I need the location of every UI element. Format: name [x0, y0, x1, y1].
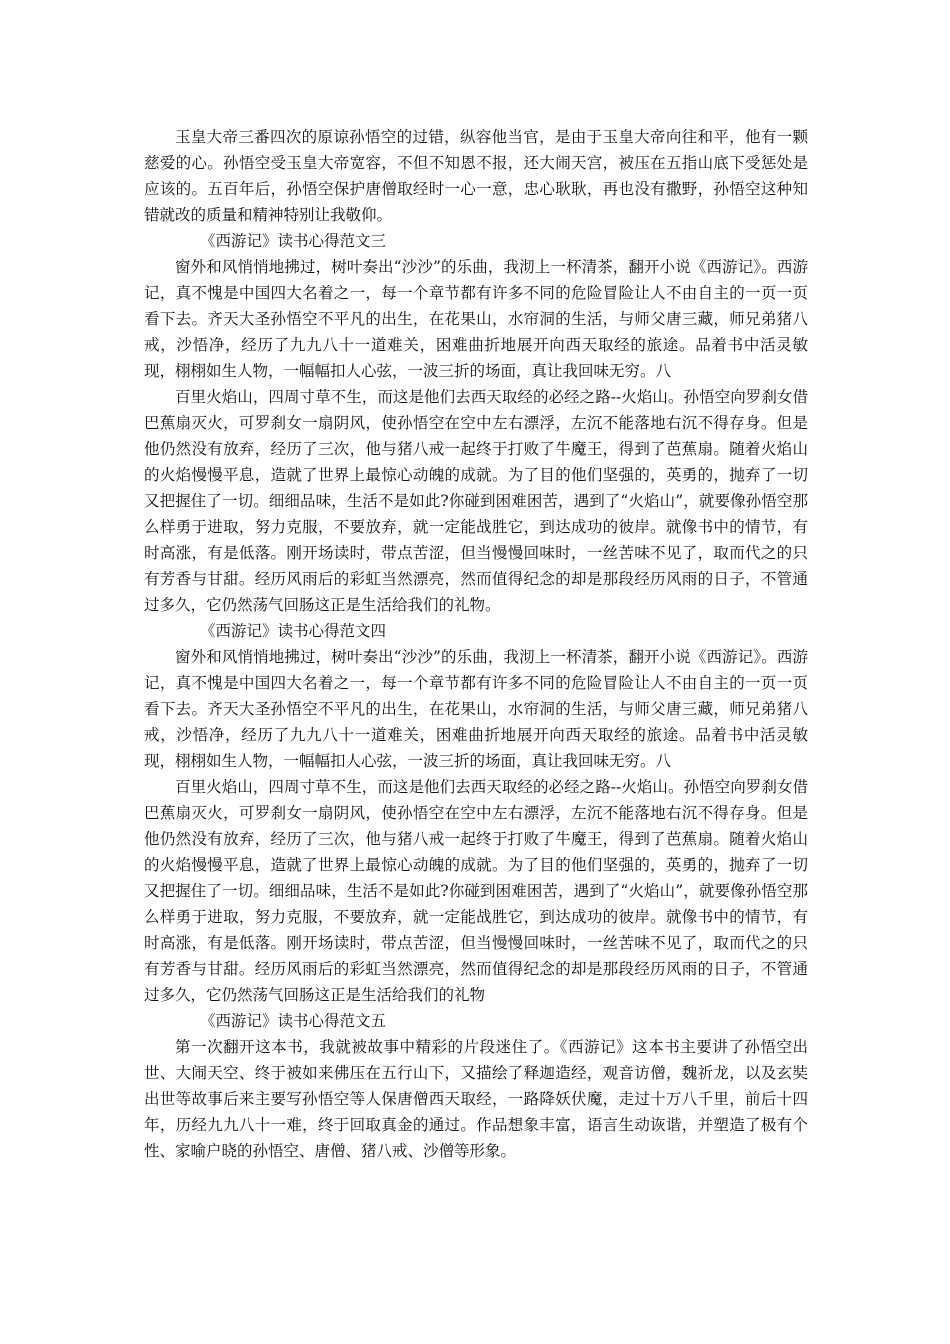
section-heading: 《西游记》读书心得范文五 — [200, 1012, 387, 1030]
paragraph: 第一次翻开这本书，我就被故事中精彩的片段迷住了。《西游记》这本书主要讲了孙悟空出世、大闹天空、终于被如来佛压在五行山下，又描绘了释迦造经，观音访僧，魏祈龙，以及玄奘出世等故事后来主要写孙悟空等人保唐僧西天取经，一路降妖伏魔，走过十万八千里，前后十四年，历经九九八十一难，终于回取真金的通过。作品想象丰富，语言生动诙谐，并塑造了极有个性、家喻户晓的孙悟空、唐僧、猪八戒、沙僧等形象。 — [144, 1038, 808, 1160]
paragraph: 百里火焰山，四周寸草不生，而这是他们去西天取经的必经之路--火焰山。孙悟空向罗刹女借巴蕉扇灭火，可罗刹女一扇阴风，使孙悟空在空中左右漂浮，左沉不能落地右沉不得存身。但是他仍然没有放弃，经历了三次，他与猪八戒一起终于打败了牛魔王，得到了芭蕉扇。随着火焰山的火焰慢慢平息，造就了世界上最惊心动魄的成就。为了目的他们坚强的，英勇的，抛弃了一切又把握住了一切。细细品味，生活不是如此?你碰到困难困苦，遇到了“火焰山”，就要像孙悟空那么样勇于进取，努力克服，不要放弃，就一定能战胜它，到达成功的彼岸。就像书中的情节，有时高涨，有是低落。刚开场读时，带点苦涩，但当慢慢回味时，一丝苦味不见了，取而代之的只有芳香与甘甜。经历风雨后的彩虹当然漂亮，然而值得纪念的却是那段经历风雨的日子，不管通过多久，它仍然荡气回肠这正是生活给我们的礼物。 — [144, 388, 808, 614]
paragraph: 玉皇大帝三番四次的原谅孙悟空的过错，纵容他当官，是由于玉皇大帝向往和平，他有一颗慈爱的心。孙悟空受玉皇大帝宽容，不但不知恩不报，还大闹天宫，被压在五指山底下受惩处是应该的。五百年后，孙悟空保护唐僧取经时一心一意，忠心耿耿，再也没有撒野，孙悟空这种知错就改的质量和精神特别让我敬仰。 — [144, 128, 808, 224]
document-body — [144, 124, 808, 1164]
paragraph: 窗外和风悄悄地拂过，树叶奏出“沙沙”的乐曲，我沏上一杯清茶，翻开小说《西游记》。西游记，真不愧是中国四大名着之一，每一个章节都有许多不同的危险冒险让人不由自主的一页一页看下去。齐天大圣孙悟空不平凡的出生，在花果山，水帘洞的生活，与师父唐三藏，师兄弟猪八戒，沙悟净，经历了九九八十一道难关，困难曲折地展开向西天取经的旅途。品着书中活灵敏现，栩栩如生人物，一幅幅扣人心弦，一波三折的场面，真让我回味无穷。八 — [144, 648, 808, 770]
section-heading: 《西游记》读书心得范文三 — [200, 232, 387, 250]
paragraph: 百里火焰山，四周寸草不生，而这是他们去西天取经的必经之路--火焰山。孙悟空向罗刹女借巴蕉扇灭火，可罗刹女一扇阴风，使孙悟空在空中左右漂浮，左沉不能落地右沉不得存身。但是他仍然没有放弃，经历了三次，他与猪八戒一起终于打败了牛魔王，得到了芭蕉扇。随着火焰山的火焰慢慢平息，造就了世界上最惊心动魄的成就。为了目的他们坚强的，英勇的，抛弃了一切又把握住了一切。细细品味，生活不是如此?你碰到困难困苦，遇到了“火焰山”，就要像孙悟空那么样勇于进取，努力克服，不要放弃，就一定能战胜它，到达成功的彼岸。就像书中的情节，有时高涨，有是低落。刚开场读时，带点苦涩，但当慢慢回味时，一丝苦味不见了，取而代之的只有芳香与甘甜。经历风雨后的彩虹当然漂亮，然而值得纪念的却是那段经历风雨的日子，不管通过多久，它仍然荡气回肠这正是生活给我们的礼物 — [144, 778, 808, 1004]
section-heading: 《西游记》读书心得范文四 — [200, 622, 387, 640]
paragraph: 窗外和风悄悄地拂过，树叶奏出“沙沙”的乐曲，我沏上一杯清茶，翻开小说《西游记》。西游记，真不愧是中国四大名着之一，每一个章节都有许多不同的危险冒险让人不由自主的一页一页看下去。齐天大圣孙悟空不平凡的出生，在花果山，水帘洞的生活，与师父唐三藏，师兄弟猪八戒，沙悟净，经历了九九八十一道难关，困难曲折地展开向西天取经的旅途。品着书中活灵敏现，栩栩如生人物，一幅幅扣人心弦，一波三折的场面，真让我回味无穷。八 — [144, 258, 808, 380]
